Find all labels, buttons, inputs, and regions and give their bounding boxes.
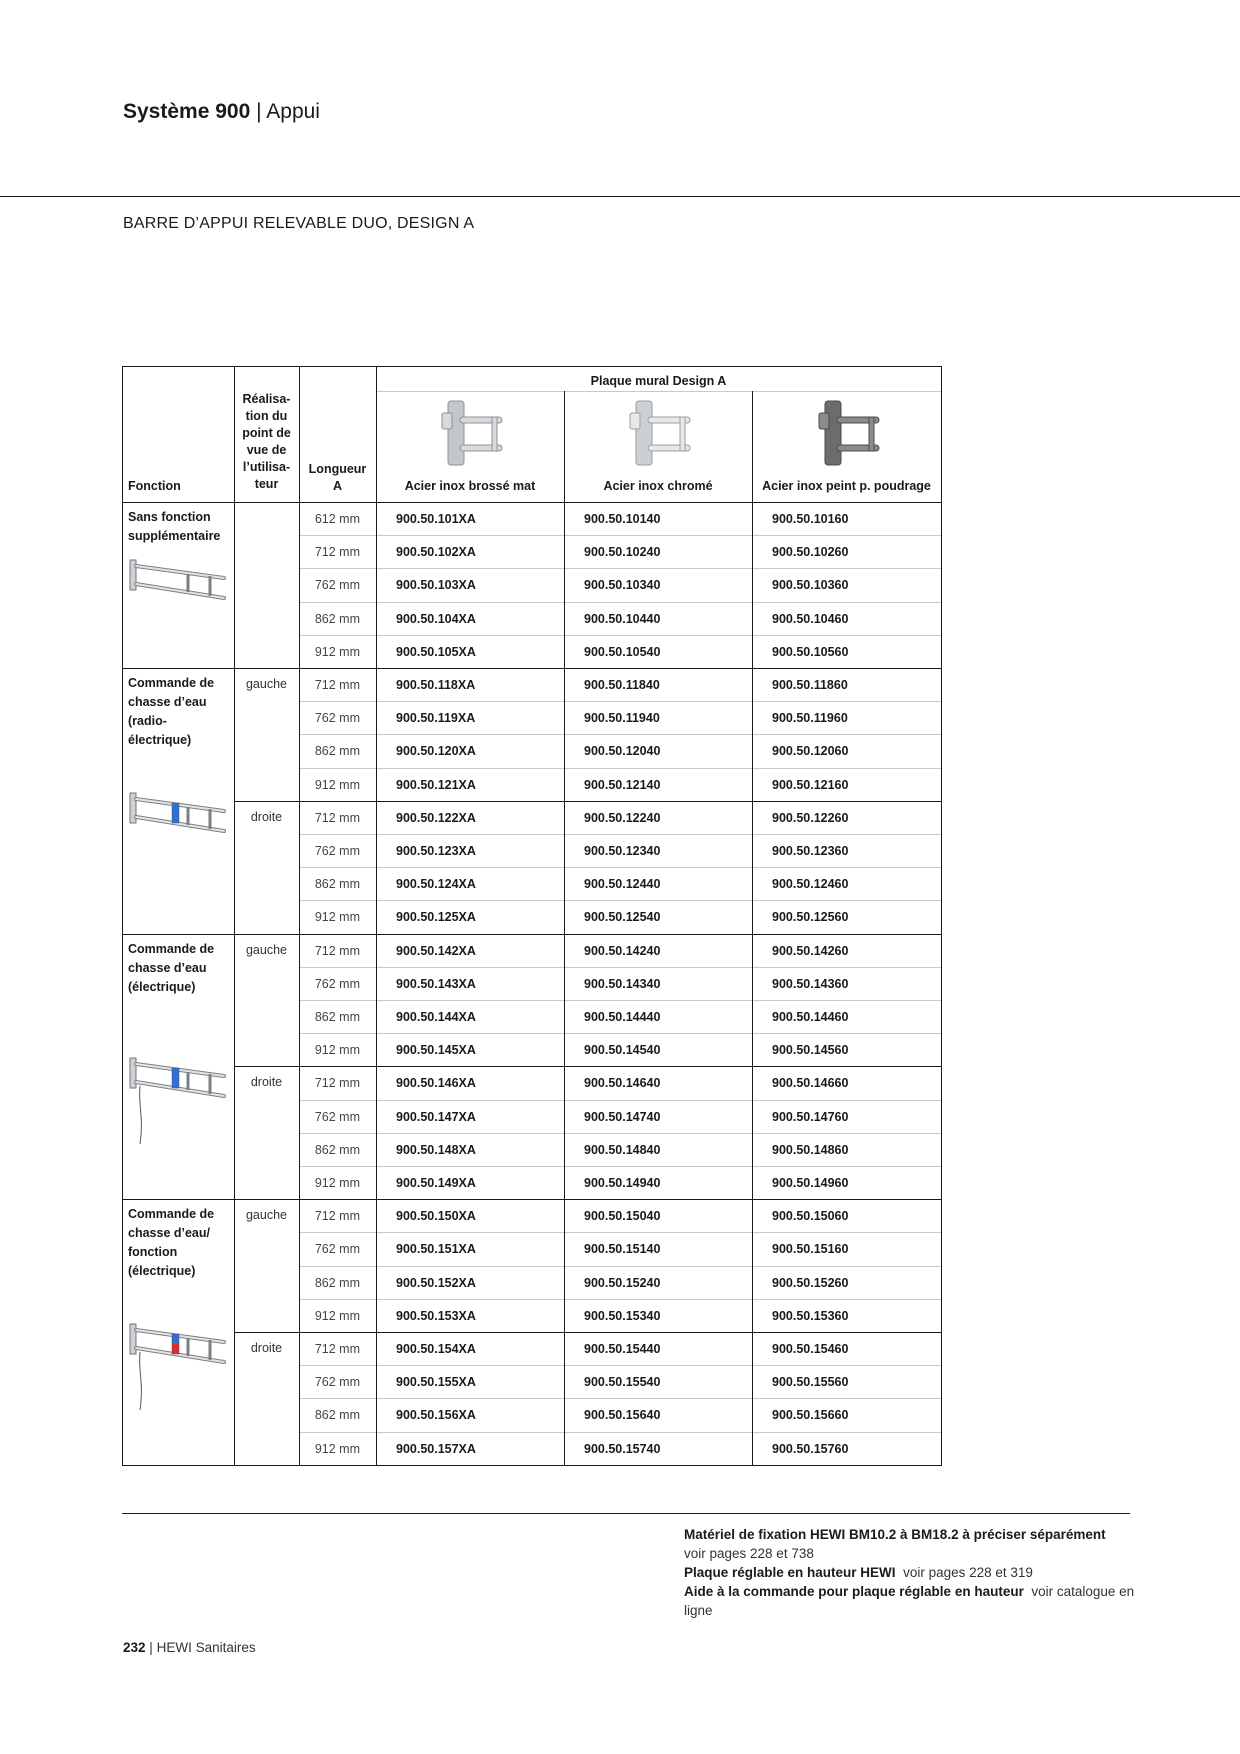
length-cell: 712 mm bbox=[314, 943, 360, 958]
article-code: 900.50.15160 bbox=[772, 1242, 849, 1257]
row-rule bbox=[299, 568, 941, 569]
article-code: 900.50.103XA bbox=[396, 578, 476, 593]
function-label bbox=[128, 1205, 231, 1281]
article-code: 900.50.10440 bbox=[584, 611, 661, 626]
article-code: 900.50.15240 bbox=[584, 1275, 661, 1290]
longueur-line: Longueur bbox=[308, 462, 367, 476]
side-label: droite bbox=[250, 809, 283, 824]
article-code: 900.50.15360 bbox=[772, 1308, 849, 1323]
row-rule bbox=[299, 1365, 941, 1366]
article-code: 900.50.14860 bbox=[772, 1142, 849, 1157]
row-rule bbox=[234, 801, 941, 802]
article-code: 900.50.12160 bbox=[772, 777, 849, 792]
length-cell: 712 mm bbox=[314, 1076, 360, 1091]
row-rule bbox=[234, 1066, 941, 1067]
grab-bar-flush-function-icon bbox=[128, 1322, 228, 1414]
photo-brushed-steel bbox=[430, 395, 510, 475]
article-code: 900.50.14440 bbox=[584, 1010, 661, 1024]
row-rule bbox=[299, 1000, 941, 1001]
article-code: 900.50.104XA bbox=[396, 611, 476, 626]
article-code: 900.50.14360 bbox=[772, 976, 849, 991]
article-code: 900.50.14660 bbox=[772, 1076, 849, 1091]
row-rule bbox=[299, 1100, 941, 1101]
length-cell: 762 mm bbox=[314, 1375, 360, 1390]
side-label: gauche bbox=[245, 677, 287, 691]
row-rule bbox=[376, 391, 941, 392]
article-code: 900.50.144XA bbox=[396, 1010, 476, 1024]
article-code: 900.50.15760 bbox=[772, 1441, 849, 1456]
grab-bar-plain-icon bbox=[128, 558, 228, 606]
function-line: Commande de bbox=[128, 676, 215, 690]
longueur-header bbox=[299, 461, 376, 495]
length-cell: 712 mm bbox=[314, 678, 360, 692]
length-cell: 912 mm bbox=[314, 910, 360, 925]
article-code: 900.50.14240 bbox=[584, 943, 661, 958]
article-code: 900.50.10260 bbox=[772, 545, 849, 560]
length-cell: 712 mm bbox=[314, 545, 360, 560]
row-rule bbox=[299, 1432, 941, 1433]
article-code: 900.50.14760 bbox=[772, 1109, 849, 1124]
footer-page-number: 232 bbox=[123, 1640, 146, 1655]
row-rule bbox=[123, 668, 941, 669]
article-code: 900.50.12340 bbox=[584, 844, 661, 858]
row-rule bbox=[123, 934, 941, 935]
row-rule bbox=[123, 1199, 941, 1200]
article-code: 900.50.118XA bbox=[396, 678, 476, 692]
article-code: 900.50.152XA bbox=[396, 1275, 476, 1290]
article-code: 900.50.14940 bbox=[584, 1176, 661, 1190]
footer-label: HEWI Sanitaires bbox=[156, 1640, 256, 1655]
row-rule bbox=[299, 701, 941, 702]
length-cell: 762 mm bbox=[314, 1109, 360, 1124]
article-code: 900.50.12140 bbox=[584, 777, 661, 792]
header-title: Système 900 bbox=[123, 100, 251, 123]
row-rule bbox=[299, 734, 941, 735]
side-label: droite bbox=[250, 1075, 283, 1090]
function-label bbox=[128, 508, 231, 546]
article-code: 900.50.124XA bbox=[396, 877, 476, 892]
article-code: 900.50.12460 bbox=[772, 877, 849, 892]
article-code: 900.50.15340 bbox=[584, 1308, 661, 1323]
length-cell: 912 mm bbox=[314, 1441, 360, 1456]
finish-header-2: Acier inox chromé bbox=[603, 479, 713, 493]
length-cell: 862 mm bbox=[314, 1142, 360, 1157]
row-rule bbox=[234, 1332, 941, 1333]
row-rule bbox=[299, 602, 941, 603]
article-code: 900.50.14560 bbox=[772, 1043, 849, 1058]
article-code: 900.50.148XA bbox=[396, 1142, 476, 1157]
side-label: gauche bbox=[245, 1208, 287, 1223]
function-line: électrique) bbox=[128, 733, 192, 747]
article-code: 900.50.15460 bbox=[772, 1342, 849, 1356]
article-code: 900.50.11840 bbox=[584, 678, 660, 692]
row-rule bbox=[299, 1398, 941, 1399]
function-line: Commande de bbox=[128, 1207, 215, 1222]
note-plate-title: Plaque réglable en hauteur HEWI bbox=[684, 1565, 896, 1580]
note-aid-ref: voir catalogue en ligne bbox=[684, 1584, 1135, 1618]
row-rule bbox=[299, 1133, 941, 1134]
header-rule bbox=[0, 196, 1240, 197]
header-separator: | bbox=[256, 100, 262, 123]
note-fixing-ref: voir pages 228 et 738 bbox=[684, 1546, 814, 1561]
length-cell: 712 mm bbox=[314, 1209, 360, 1224]
note-aid-title: Aide à la commande pour plaque réglable en hauteur bbox=[684, 1584, 1024, 1599]
article-code: 900.50.123XA bbox=[396, 844, 476, 858]
article-code: 900.50.102XA bbox=[396, 545, 476, 560]
length-cell: 762 mm bbox=[314, 976, 360, 991]
length-cell: 912 mm bbox=[314, 1176, 360, 1190]
row-rule bbox=[299, 535, 941, 536]
article-code: 900.50.12240 bbox=[584, 810, 661, 825]
finish-header-1: Acier inox brossé mat bbox=[404, 479, 536, 493]
function-line: (radio- bbox=[128, 714, 167, 728]
finish-header-3: Acier inox peint p. poudrage bbox=[762, 479, 931, 493]
length-cell: 912 mm bbox=[314, 1043, 360, 1058]
article-code: 900.50.146XA bbox=[396, 1076, 476, 1091]
length-cell: 862 mm bbox=[314, 1010, 360, 1024]
article-code: 900.50.153XA bbox=[396, 1308, 476, 1323]
row-rule bbox=[299, 834, 941, 835]
grab-bar-wired-flush-icon bbox=[128, 1056, 228, 1148]
row-rule bbox=[299, 768, 941, 769]
article-code: 900.50.15040 bbox=[584, 1209, 661, 1224]
function-line: chasse d’eau bbox=[128, 960, 207, 975]
article-code: 900.50.101XA bbox=[396, 512, 476, 526]
column-rule bbox=[376, 367, 377, 1465]
article-code: 900.50.105XA bbox=[396, 644, 476, 659]
length-cell: 862 mm bbox=[314, 611, 360, 626]
function-line: supplémentaire bbox=[128, 529, 221, 543]
length-cell: 862 mm bbox=[314, 877, 360, 892]
article-code: 900.50.12360 bbox=[772, 844, 849, 858]
column-rule bbox=[752, 391, 753, 1465]
article-code: 900.50.14840 bbox=[584, 1142, 661, 1157]
product-table bbox=[122, 366, 942, 1466]
article-code: 900.50.150XA bbox=[396, 1209, 476, 1224]
length-cell: 712 mm bbox=[314, 1342, 360, 1356]
article-code: 900.50.15540 bbox=[584, 1375, 661, 1390]
article-code: 900.50.10340 bbox=[584, 578, 661, 593]
row-rule bbox=[299, 1266, 941, 1267]
longueur-line: A bbox=[332, 479, 343, 493]
row-rule bbox=[299, 1166, 941, 1167]
realisation-line: teur bbox=[254, 477, 279, 491]
function-line: (électrique) bbox=[128, 1264, 196, 1279]
article-code: 900.50.122XA bbox=[396, 810, 476, 825]
row-rule bbox=[299, 1299, 941, 1300]
row-rule bbox=[299, 1033, 941, 1034]
article-code: 900.50.14740 bbox=[584, 1109, 661, 1124]
photo-powder-coated bbox=[807, 395, 887, 475]
article-code: 900.50.145XA bbox=[396, 1043, 476, 1058]
function-line: Sans fonction bbox=[128, 510, 211, 524]
article-code: 900.50.10160 bbox=[772, 512, 849, 526]
length-cell: 862 mm bbox=[314, 1275, 360, 1290]
article-code: 900.50.10360 bbox=[772, 578, 849, 593]
length-cell: 912 mm bbox=[314, 1308, 360, 1323]
row-rule bbox=[299, 1232, 941, 1233]
article-code: 900.50.14960 bbox=[772, 1176, 849, 1190]
article-code: 900.50.11960 bbox=[772, 711, 848, 726]
function-label bbox=[128, 940, 231, 997]
article-code: 900.50.15560 bbox=[772, 1375, 849, 1390]
function-line: Commande de bbox=[128, 941, 215, 956]
column-rule bbox=[234, 367, 235, 1465]
article-code: 900.50.14460 bbox=[772, 1010, 849, 1024]
length-cell: 612 mm bbox=[314, 512, 360, 526]
length-cell: 762 mm bbox=[314, 711, 360, 726]
article-code: 900.50.14640 bbox=[584, 1076, 661, 1091]
function-line: chasse d’eau/ bbox=[128, 1226, 210, 1241]
article-code: 900.50.155XA bbox=[396, 1375, 476, 1390]
fixing-notes bbox=[684, 1525, 1144, 1620]
article-code: 900.50.157XA bbox=[396, 1441, 476, 1456]
photo-chrome-steel bbox=[618, 395, 698, 475]
article-code: 900.50.156XA bbox=[396, 1408, 476, 1423]
article-code: 900.50.14540 bbox=[584, 1043, 661, 1058]
article-code: 900.50.10460 bbox=[772, 611, 849, 626]
section-title: BARRE D’APPUI RELEVABLE DUO, DESIGN A bbox=[123, 215, 475, 232]
realisation-line: vue de bbox=[246, 443, 287, 457]
plaque-header: Plaque mural Design A bbox=[590, 374, 727, 388]
article-code: 900.50.151XA bbox=[396, 1242, 476, 1257]
length-cell: 862 mm bbox=[314, 744, 360, 759]
article-code: 900.50.12440 bbox=[584, 877, 661, 892]
side-label: gauche bbox=[245, 942, 287, 957]
article-code: 900.50.11940 bbox=[584, 711, 660, 726]
article-code: 900.50.12060 bbox=[772, 744, 849, 759]
side-label: droite bbox=[250, 1341, 283, 1355]
row-rule bbox=[123, 502, 941, 503]
length-cell: 912 mm bbox=[314, 777, 360, 792]
article-code: 900.50.12560 bbox=[772, 910, 849, 925]
article-code: 900.50.15640 bbox=[584, 1408, 661, 1423]
article-code: 900.50.15260 bbox=[772, 1275, 849, 1290]
article-code: 900.50.15660 bbox=[772, 1408, 849, 1423]
article-code: 900.50.12260 bbox=[772, 810, 849, 825]
article-code: 900.50.10540 bbox=[584, 644, 661, 659]
length-cell: 762 mm bbox=[314, 1242, 360, 1257]
function-label bbox=[128, 674, 231, 750]
article-code: 900.50.15440 bbox=[584, 1342, 661, 1356]
article-code: 900.50.12040 bbox=[584, 744, 661, 759]
length-cell: 762 mm bbox=[314, 578, 360, 593]
fonction-header: Fonction bbox=[128, 479, 181, 493]
article-code: 900.50.14260 bbox=[772, 943, 849, 958]
row-rule bbox=[299, 967, 941, 968]
row-rule bbox=[299, 867, 941, 868]
article-code: 900.50.119XA bbox=[396, 711, 476, 726]
article-code: 900.50.121XA bbox=[396, 777, 476, 792]
article-code: 900.50.154XA bbox=[396, 1342, 476, 1356]
length-cell: 762 mm bbox=[314, 844, 360, 858]
realisation-line: tion du bbox=[245, 409, 288, 423]
article-code: 900.50.15740 bbox=[584, 1441, 661, 1456]
note-fixing-title: Matériel de fixation HEWI BM10.2 à BM18.2 à préciser séparément bbox=[684, 1527, 1106, 1542]
length-cell: 862 mm bbox=[314, 1408, 360, 1423]
row-rule bbox=[299, 900, 941, 901]
article-code: 900.50.120XA bbox=[396, 744, 476, 759]
grab-bar-radio-flush-icon bbox=[128, 791, 228, 839]
column-rule bbox=[299, 367, 300, 1465]
function-line: fonction bbox=[128, 1245, 178, 1260]
article-code: 900.50.125XA bbox=[396, 910, 476, 925]
note-plate-ref: voir pages 228 et 319 bbox=[903, 1565, 1033, 1580]
article-code: 900.50.142XA bbox=[396, 943, 476, 958]
article-code: 900.50.10240 bbox=[584, 545, 661, 560]
length-cell: 712 mm bbox=[314, 810, 360, 825]
column-rule bbox=[564, 391, 565, 1465]
article-code: 900.50.10140 bbox=[584, 512, 661, 526]
article-code: 900.50.14340 bbox=[584, 976, 661, 991]
function-line: (électrique) bbox=[128, 979, 196, 994]
realisation-header bbox=[234, 391, 299, 493]
article-code: 900.50.10560 bbox=[772, 644, 849, 659]
article-code: 900.50.149XA bbox=[396, 1176, 476, 1190]
article-code: 900.50.11860 bbox=[772, 678, 848, 692]
realisation-line: point de bbox=[242, 426, 291, 440]
article-code: 900.50.143XA bbox=[396, 976, 476, 991]
article-code: 900.50.15060 bbox=[772, 1209, 849, 1224]
header-subtitle: Appui bbox=[266, 100, 320, 123]
realisation-line: l’utilisa- bbox=[242, 460, 291, 474]
article-code: 900.50.15140 bbox=[584, 1242, 661, 1257]
realisation-line: Réalisa- bbox=[242, 392, 291, 406]
row-rule bbox=[299, 635, 941, 636]
function-line: chasse d’eau bbox=[128, 695, 207, 709]
page-footer bbox=[123, 1640, 256, 1655]
notes-rule bbox=[122, 1513, 1130, 1514]
length-cell: 912 mm bbox=[314, 644, 360, 659]
article-code: 900.50.12540 bbox=[584, 910, 661, 925]
footer-separator: | bbox=[149, 1640, 153, 1655]
article-code: 900.50.147XA bbox=[396, 1109, 476, 1124]
page-header bbox=[123, 100, 320, 124]
